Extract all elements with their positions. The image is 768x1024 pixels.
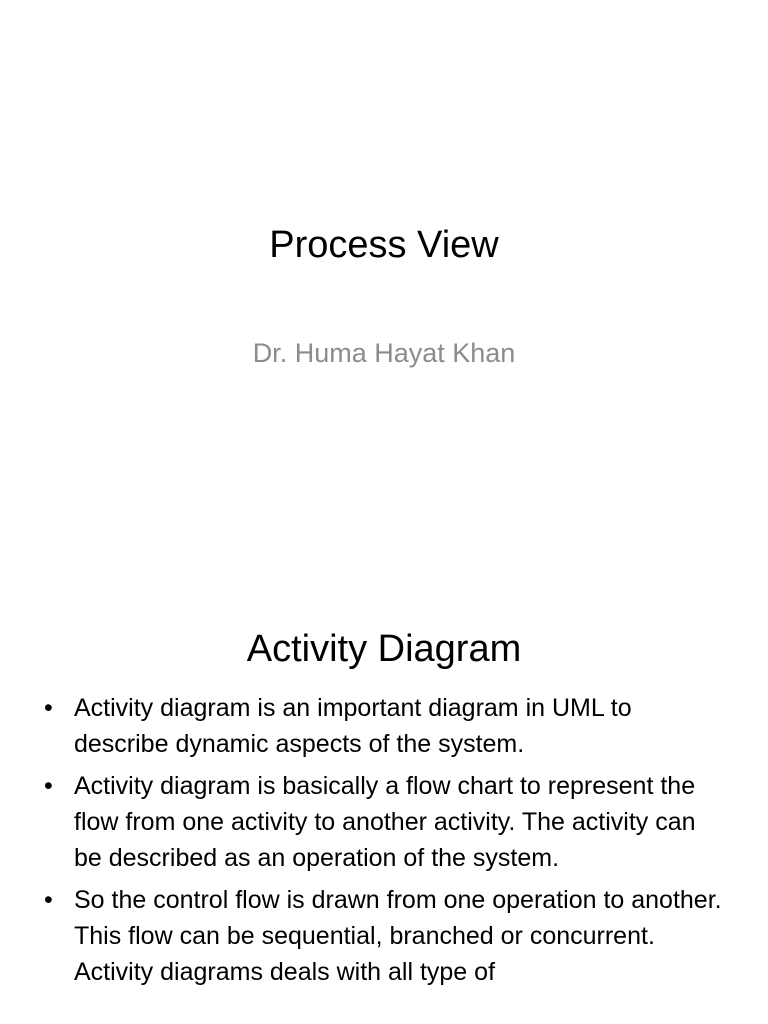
- slide-title: Activity Diagram: [246, 628, 522, 670]
- bullet-icon: •: [44, 772, 53, 800]
- slide-subtitle: Dr. Huma Hayat Khan: [252, 338, 516, 368]
- bullet-item: [0, 690, 768, 762]
- slide-title: Process View: [269, 224, 499, 266]
- bullet-text: Activity diagram is an important diagram in UML to describe dynamic aspects of the system.: [74, 694, 632, 758]
- bullet-item: [0, 768, 768, 876]
- bullet-text: Activity diagram is basically a flow chart to represent the flow from one activity to another activity. The activity can be described as an operation of the system.: [74, 772, 696, 872]
- bullet-icon: •: [44, 694, 53, 722]
- bullet-text: So the control flow is drawn from one operation to another. This flow can be sequential, branched or concurrent. Activity diagrams deals with all type of: [74, 886, 722, 986]
- bullet-list: [0, 690, 768, 996]
- bullet-item: [0, 882, 768, 990]
- bullet-icon: •: [44, 886, 53, 914]
- content-slide: [0, 576, 768, 1024]
